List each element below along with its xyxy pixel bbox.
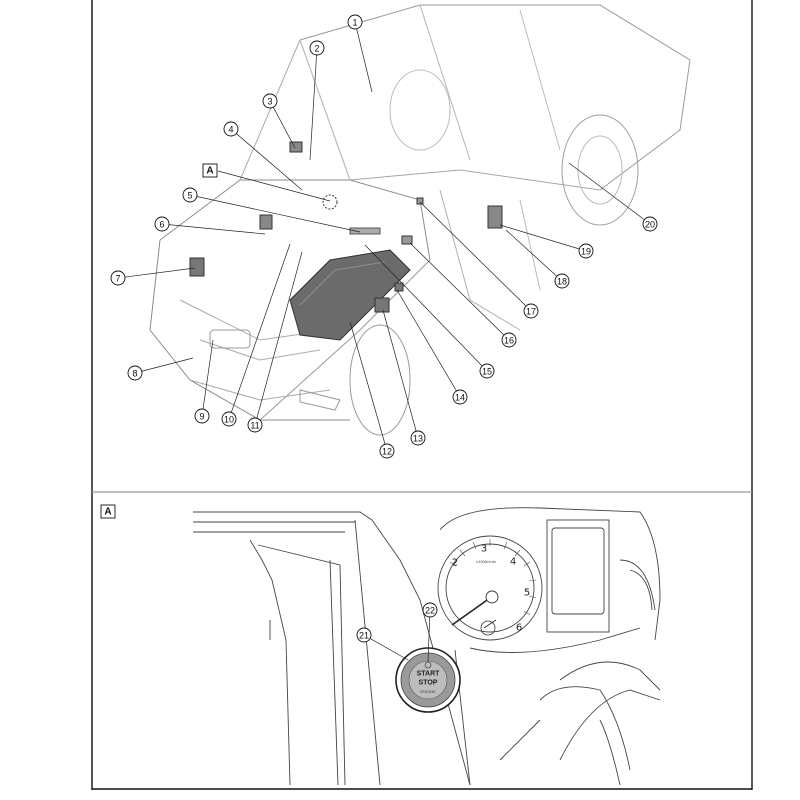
svg-text:7: 7 — [115, 273, 121, 284]
leader-lines — [118, 22, 650, 451]
tachometer-needle — [452, 591, 498, 635]
callout-12 — [380, 444, 394, 458]
callout-3 — [263, 94, 277, 108]
callout-16 — [502, 333, 516, 347]
engine-transmission-illustration — [190, 142, 502, 340]
svg-text:START: START — [416, 670, 440, 678]
svg-text:6: 6 — [515, 622, 523, 634]
callout-4 — [224, 122, 238, 136]
callout-6 — [155, 217, 169, 231]
svg-text:8: 8 — [132, 368, 138, 379]
svg-text:6: 6 — [159, 219, 165, 230]
callout-13 — [411, 431, 425, 445]
svg-text:3: 3 — [480, 543, 488, 555]
callout-15 — [480, 364, 494, 378]
svg-text:15: 15 — [481, 366, 493, 377]
svg-text:4: 4 — [228, 124, 234, 135]
svg-text:A: A — [206, 165, 214, 177]
svg-text:22: 22 — [424, 605, 436, 616]
tachometer-ticks — [450, 539, 536, 615]
svg-text:10: 10 — [223, 414, 235, 425]
callout-17 — [524, 304, 538, 318]
svg-text:2: 2 — [451, 557, 459, 569]
svg-text:5: 5 — [187, 190, 193, 201]
detail-view-label — [101, 505, 115, 518]
svg-text:4: 4 — [509, 556, 517, 568]
callout-14 — [453, 390, 467, 404]
tachometer-numerals — [452, 544, 530, 634]
svg-text:16: 16 — [503, 335, 515, 346]
detail-marker-a — [203, 164, 217, 177]
svg-text:11: 11 — [250, 420, 260, 431]
svg-text:A: A — [104, 506, 112, 518]
callout-18 — [555, 274, 569, 288]
svg-text:20: 20 — [644, 219, 656, 230]
svg-text:21: 21 — [358, 630, 370, 641]
dashboard-illustration — [193, 508, 660, 785]
callout-2 — [310, 41, 324, 55]
callout-5 — [183, 188, 197, 202]
callout-8 — [128, 366, 142, 380]
svg-text:13: 13 — [412, 433, 424, 444]
svg-text:2: 2 — [314, 43, 320, 54]
svg-text:STOP: STOP — [418, 679, 438, 687]
svg-text:9: 9 — [199, 411, 205, 422]
svg-text:ENGINE: ENGINE — [420, 689, 436, 694]
svg-text:1: 1 — [352, 17, 358, 28]
svg-text:14: 14 — [454, 392, 466, 403]
callout-11 — [248, 418, 262, 432]
svg-text:5: 5 — [523, 587, 531, 599]
svg-text:19: 19 — [580, 246, 592, 257]
svg-text:12: 12 — [381, 446, 393, 457]
callout-22 — [423, 603, 437, 617]
callout-10 — [222, 412, 236, 426]
callout-20 — [643, 217, 657, 231]
callout-9 — [195, 409, 209, 423]
svg-text:17: 17 — [525, 306, 537, 317]
callout-7 — [111, 271, 125, 285]
callout-21 — [357, 628, 371, 642]
svg-text:x1000r/min: x1000r/min — [476, 559, 496, 564]
svg-text:18: 18 — [556, 276, 568, 287]
vehicle-overview-illustration — [150, 5, 690, 435]
svg-text:3: 3 — [267, 96, 273, 107]
callout-1 — [348, 15, 362, 29]
callout-19 — [579, 244, 593, 258]
